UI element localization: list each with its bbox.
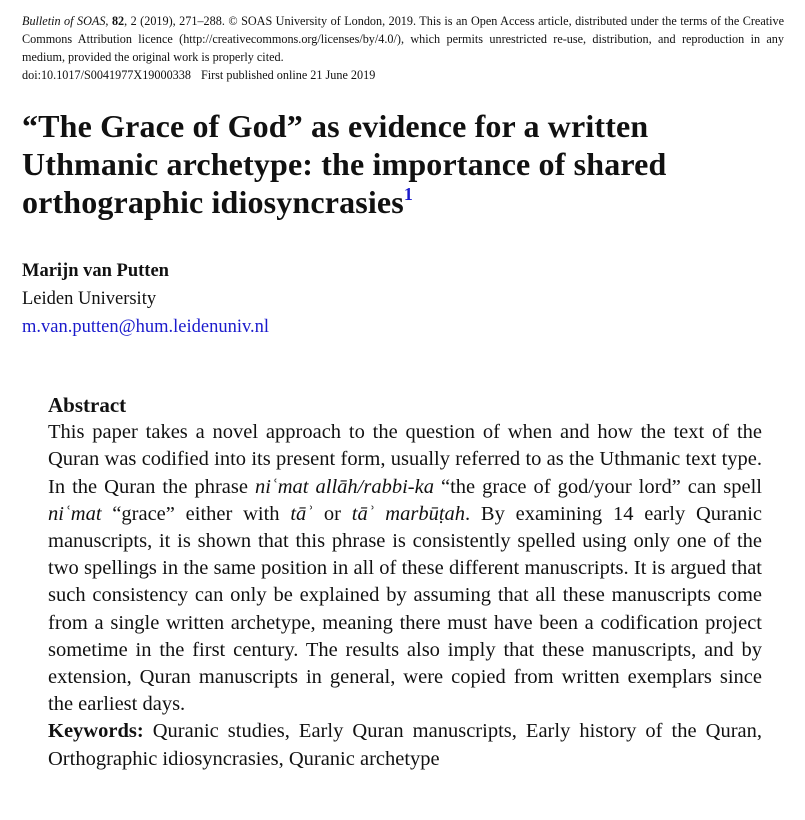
author-email-link[interactable]: m.van.putten@hum.leidenuniv.nl	[22, 317, 270, 337]
abstract-term-nimat: niʿmat	[48, 502, 102, 525]
abstract-body	[48, 419, 762, 718]
keywords-list: Quranic studies, Early Quran manuscripts, Early history of the Quran, Orthographic idiosyncrasies, Quranic archetype	[48, 720, 762, 770]
abstract-text-4: or	[313, 502, 352, 525]
abstract-text-3: “grace” either with	[101, 502, 291, 525]
abstract-heading: Abstract	[48, 393, 127, 417]
abstract-text-1: This paper takes a novel approach to the question of when and how the text of the Quran was codified into its present form, usually referred to as the Uthmanic text type. In the Quran the phrase	[48, 421, 762, 498]
first-published-date: First published online 21 June 2019	[200, 68, 376, 82]
publication-header	[22, 12, 784, 84]
journal-separator: ,	[105, 14, 112, 28]
journal-name: Bulletin of SOAS	[22, 14, 106, 28]
abstract-text-5: . By examining 14 early Quranic manuscripts, it is shown that this phrase is consistently spelled using only one of the two spellings in the same position in all of these different manuscripts. It is argued that such consistency can only be explained by assuming that all these manuscripts come from a single written archetype, meaning there must have been a codification project sometime in the first century. The results also imply that these manuscripts, and by extension, Quran manuscripts in general, were copied from written exemplars since the earliest days.	[48, 502, 763, 716]
paper-title	[22, 107, 792, 221]
doi[interactable]: doi:10.1017/S0041977X19000338	[22, 68, 191, 82]
keywords-line	[48, 718, 762, 772]
keywords-label: Keywords:	[48, 720, 144, 743]
title-footnote-link[interactable]: 1	[403, 184, 413, 204]
abstract-text-2: “the grace of god/your lord” can spell	[433, 475, 762, 498]
abstract-term-nimat-allah: niʿmat allāh/rabbi-ka	[254, 475, 434, 498]
abstract-term-ta-marbutah: tāʾ marbūṭah	[351, 502, 466, 525]
journal-volume: 82	[111, 14, 125, 28]
author-affiliation: Leiden University	[22, 289, 157, 309]
abstract-section	[48, 392, 762, 773]
paper-title-text: “The Grace of God” as evidence for a written Uthmanic archetype: the importance of shared orthographic idiosyncrasies	[22, 108, 667, 220]
license-statement: , 2 (2019), 271–288. © SOAS University of London, 2019. This is an Open Access article, distributed under the terms of the Creative Commons Attribution licence (http://creativecommons.org/licenses/by/4.0/), which permits unrestricted re-use, distribution, and reproduction in any medium, provided the original work is properly cited.	[22, 14, 784, 64]
abstract-term-ta: tāʾ	[290, 502, 314, 525]
author-block	[22, 257, 269, 341]
doi-line	[22, 66, 784, 84]
author-name: Marijn van Putten	[22, 261, 169, 281]
